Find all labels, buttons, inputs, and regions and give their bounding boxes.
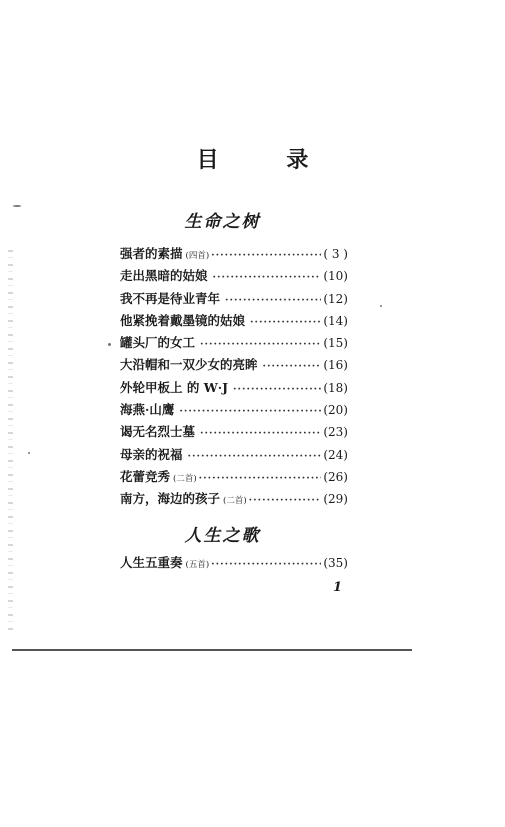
dot-leader [211,559,321,570]
scan-speck [108,343,111,346]
toc-entry[interactable] [120,467,348,489]
toc-entry[interactable] [120,244,348,266]
toc-entry-page: (10) [323,269,348,284]
toc-entry-page: (35) [323,556,348,570]
toc-entry-title: 外轮甲板上 的 W·J [120,379,229,395]
toc-entry-page: (12) [323,291,348,306]
toc-entry-title: 谒无名烈士墓 [120,424,196,440]
toc-entry-note: (四首) [185,251,210,261]
toc-entry-page: ( 3 ) [323,247,348,261]
toc-entry[interactable] [120,422,348,444]
toc-entry[interactable] [120,400,348,422]
toc-list [120,553,348,575]
toc-entry[interactable] [120,311,348,333]
toc-entry[interactable] [120,266,348,288]
toc-entry-title: 他紧挽着戴墨镜的姑娘 [120,312,246,328]
page-title: 目 录 [196,148,339,173]
toc-entry[interactable] [120,553,348,575]
toc-entry-page: (18) [323,380,348,395]
dot-leader [249,495,322,506]
scan-speck [380,305,382,307]
toc-entry-title: 南方，海边的孩子 [120,491,221,507]
toc-entry-title: 花蕾竞秀 [120,468,171,484]
toc-entry-page: (29) [323,492,348,507]
toc-entry[interactable] [120,445,348,467]
toc-entry-page: (24) [323,447,348,462]
dot-leader [188,451,322,462]
toc-entry-page: (14) [323,313,348,328]
dot-leader [250,317,321,328]
dot-leader [200,428,321,439]
toc-entry-title: 母亲的祝福 [120,446,183,462]
toc-entry-note: (五首) [185,560,210,570]
section-title-life-song: 人生之歌 [184,526,261,546]
toc-entry-page: (15) [323,336,348,351]
scan-speck [28,452,30,454]
toc-entry-title: 我不再是待业青年 [120,290,221,306]
toc-entry-note: (二首) [173,473,197,484]
toc-entry-page: (20) [323,403,348,418]
page-number: 1 [333,580,343,595]
toc-entry-page: (16) [323,358,348,373]
dot-leader [179,406,321,417]
toc-entry-title: 大沿帽和一双少女的亮眸 [120,357,258,373]
toc-entry-page: (23) [323,425,348,440]
dot-leader [211,250,321,261]
toc-entry-title: 强者的素描 [120,246,183,261]
dot-leader [233,384,321,395]
toc-entry-title: 走出黑暗的姑娘 [120,268,208,284]
scan-edge-artifact [8,250,13,630]
toc-entry[interactable] [120,355,348,377]
toc-entry[interactable] [120,489,348,511]
toc-entry-title: 人生五重奏 [120,555,183,570]
toc-entry-title: 海燕·山鹰 [120,402,175,418]
toc-entry[interactable] [120,378,348,400]
dot-leader [200,339,321,350]
page-bottom-rule [12,649,412,651]
section-title-life-tree: 生命之树 [184,212,261,232]
toc-list [120,244,348,512]
toc-entry[interactable] [120,333,348,355]
toc-entry[interactable] [120,289,348,311]
dot-leader [213,272,322,283]
toc-entry-page: (26) [323,469,348,484]
dot-leader [263,361,322,372]
toc-entry-note: (二首) [223,496,247,507]
dot-leader [199,473,322,484]
dot-leader [225,295,321,306]
toc-entry-title: 罐头厂的女工 [120,335,196,351]
